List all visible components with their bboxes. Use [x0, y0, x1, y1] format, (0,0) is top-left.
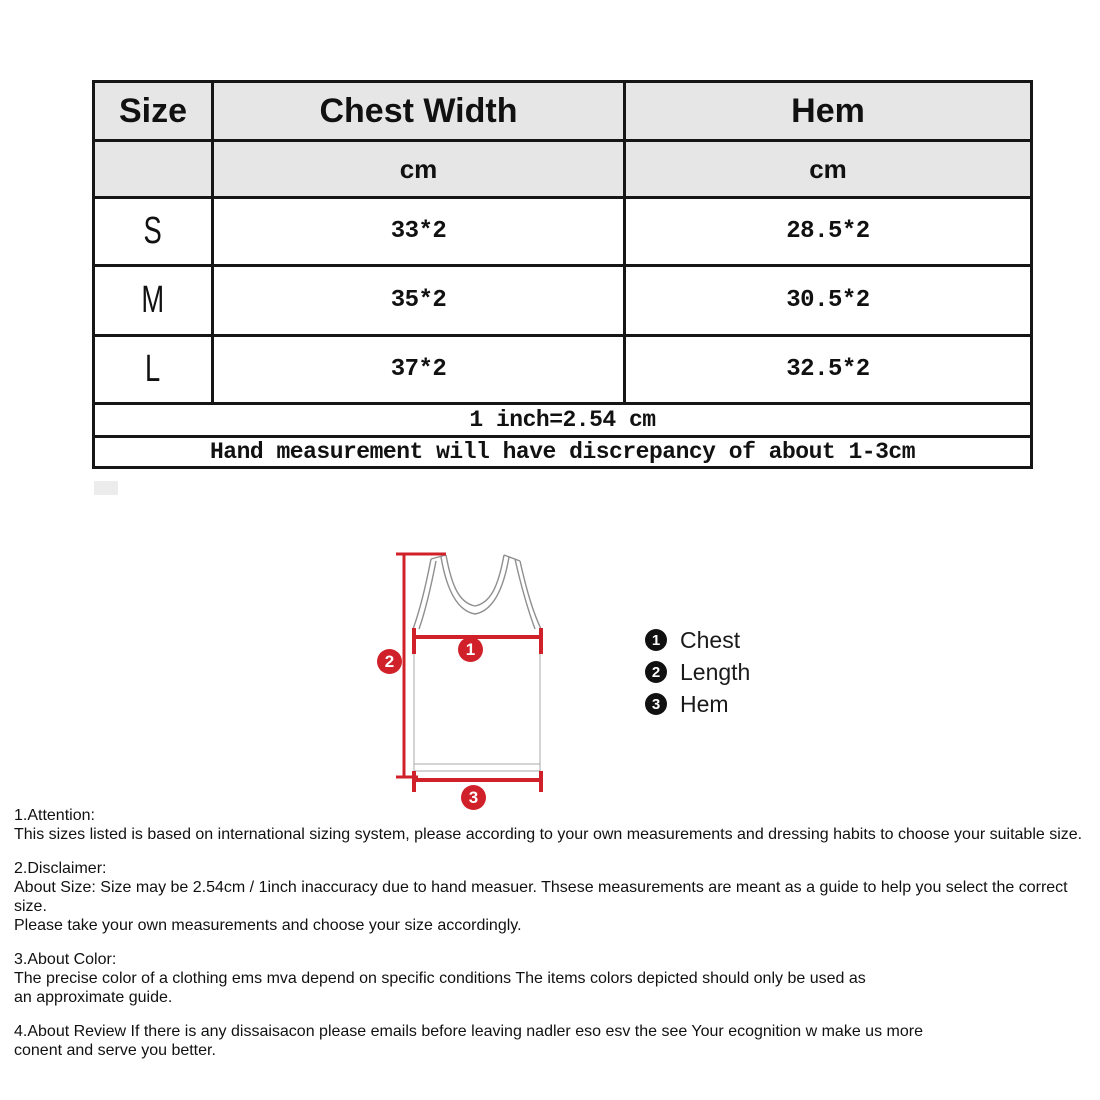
column-header-size: Size: [94, 82, 213, 141]
circled-3-icon: 3: [645, 693, 667, 715]
table-footnote-row: [94, 404, 1032, 437]
chest-value: 35*2: [213, 266, 625, 336]
note-line: This sizes listed is based on international sizing system, please according to your own measurements and dressing habits to choose your suitable size.: [14, 826, 1083, 843]
chest-value: 33*2: [213, 198, 625, 266]
tank-top-diagram: [360, 535, 630, 825]
legend-label: Length: [680, 658, 751, 685]
table-row: [94, 266, 1032, 336]
inch-conversion-note: 1 inch=2.54 cm: [94, 404, 1032, 437]
circled-1-icon: 1: [645, 629, 667, 651]
note-heading: 1.Attention:: [14, 807, 95, 824]
legend-label: Chest: [680, 626, 741, 653]
length-marker: 2: [377, 649, 402, 674]
hand-measurement-note: Hand measurement will have discrepancy of about 1-3cm: [94, 437, 1032, 468]
chest-value: 37*2: [213, 336, 625, 404]
about-color-block: [14, 950, 1084, 1007]
note-line: Please take your own measurements and choose your size accordingly.: [14, 917, 522, 934]
note-line: 4.About Review If there is any dissaisacon please emails before leaving nadler eso esv the see Your ecognition w make us more: [14, 1023, 923, 1040]
column-header-chest-width: Chest Width: [213, 82, 625, 141]
size-cell: [94, 198, 213, 266]
chest-marker: 1: [458, 637, 483, 662]
table-footnote-row: [94, 437, 1032, 468]
artifact-smudge: [94, 481, 118, 495]
size-chart-table: [92, 80, 1033, 469]
tank-outline: [413, 555, 541, 771]
unit-cell-hem: cm: [625, 141, 1032, 198]
size-cell: [94, 266, 213, 336]
hem-marker: 3: [461, 785, 486, 810]
circled-2-icon: 2: [645, 661, 667, 683]
measurement-lines: [396, 553, 543, 792]
hem-value: 30.5*2: [625, 266, 1032, 336]
legend-item-chest: [645, 628, 750, 652]
legend-item-hem: [645, 692, 750, 716]
measurement-legend: [645, 628, 750, 724]
legend-item-length: [645, 660, 750, 684]
note-heading: 3.About Color:: [14, 951, 117, 968]
note-line: About Size: Size may be 2.54cm / 1inch inaccuracy due to hand measuer. Thsese measurements are meant as a guide to help you select the correct size.: [14, 879, 1068, 915]
unit-cell-chest: cm: [213, 141, 625, 198]
disclaimer-block: [14, 859, 1084, 935]
table-header-row: [94, 82, 1032, 141]
hem-value: 32.5*2: [625, 336, 1032, 404]
table-row: [94, 198, 1032, 266]
table-row: [94, 336, 1032, 404]
size-cell: [94, 336, 213, 404]
hem-value: 28.5*2: [625, 198, 1032, 266]
size-label: S: [143, 210, 163, 252]
unit-cell-empty: [94, 141, 213, 198]
column-header-hem: Hem: [625, 82, 1032, 141]
note-heading: 2.Disclaimer:: [14, 860, 107, 877]
table-unit-row: [94, 141, 1032, 198]
note-line: The precise color of a clothing ems mva depend on specific conditions The items colors depicted should only be used as: [14, 970, 866, 987]
legend-label: Hem: [680, 690, 729, 717]
about-review-block: [14, 1022, 1084, 1060]
notes-section: [14, 806, 1084, 1075]
attention-block: [14, 806, 1084, 844]
size-label: L: [145, 348, 161, 390]
note-line: an approximate guide.: [14, 989, 173, 1006]
note-line: conent and serve you better.: [14, 1042, 216, 1059]
size-label: M: [141, 279, 165, 321]
